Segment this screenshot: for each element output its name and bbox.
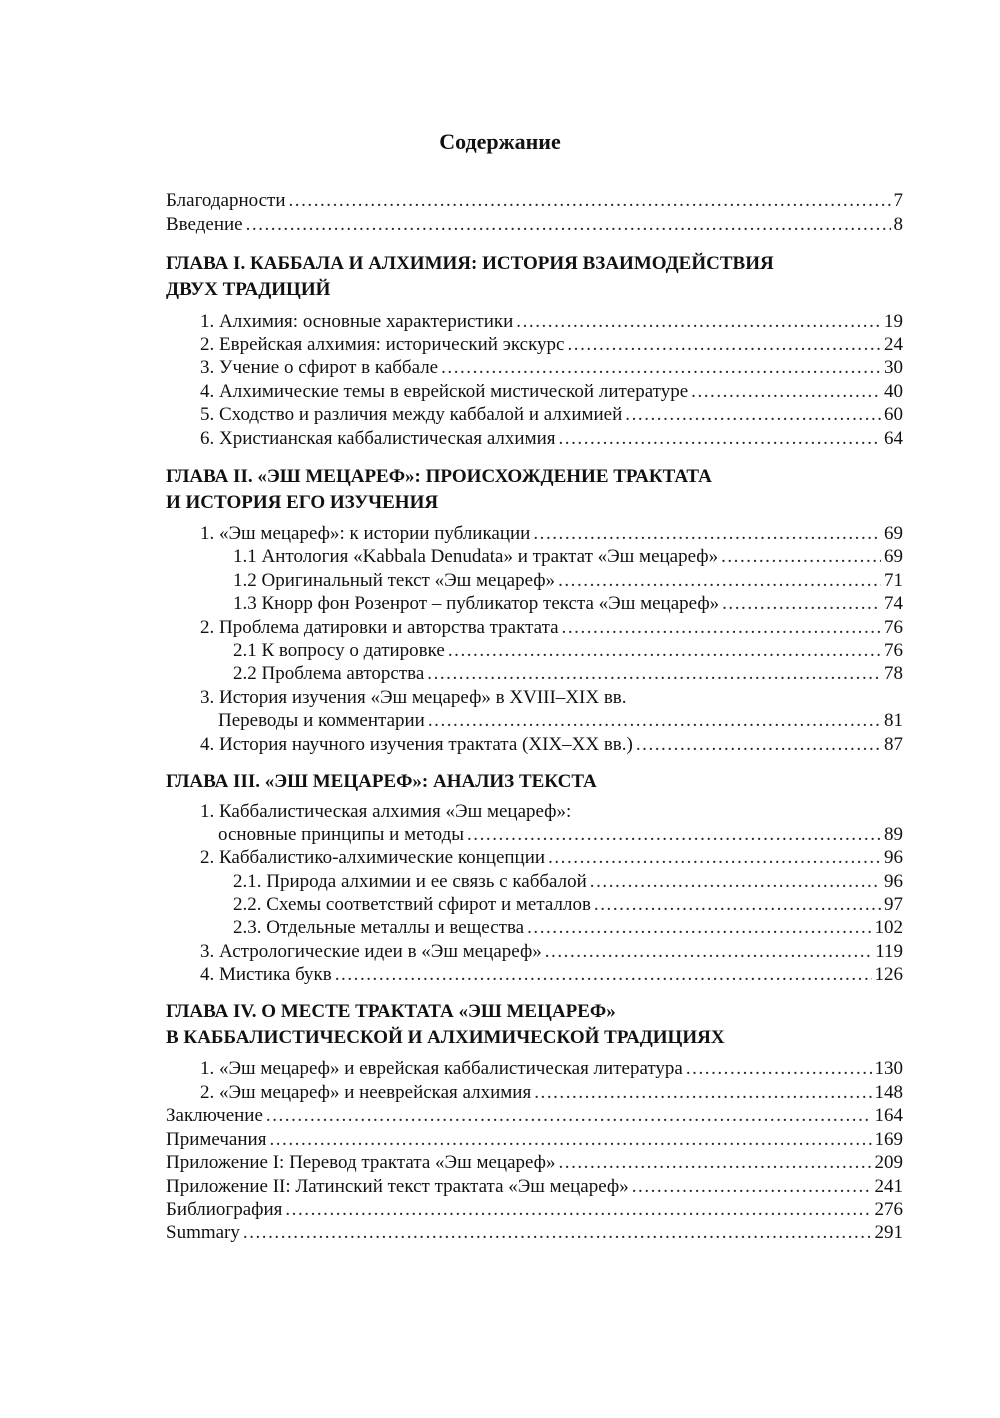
toc-entry[interactable] [200,1081,903,1105]
dot-leader [427,662,881,686]
dot-leader [243,1221,872,1245]
toc-page-number: 69 [884,546,903,567]
dot-leader [721,545,881,569]
toc-page-number: 81 [884,710,903,731]
toc-entry-title: 3. Учение о сфирот в каббале [200,357,439,378]
toc-entry[interactable] [200,310,903,334]
toc-page-number: 78 [884,663,903,684]
dot-leader [625,403,881,427]
toc-entry-title: Summary [166,1222,240,1243]
chapter-heading[interactable]: ГЛАВА I. КАББАЛА И АЛХИМИЯ: ИСТОРИЯ ВЗАИМОДЕЙСТВИЯ [166,253,774,274]
dot-leader [558,1151,871,1175]
dot-leader [266,1104,872,1128]
toc-entry[interactable] [233,592,903,616]
toc-page-number: 24 [884,334,903,355]
toc-entry-title: 2. Еврейская алхимия: исторический экскурс [200,334,565,355]
chapter-heading[interactable]: ДВУХ ТРАДИЦИЙ [166,279,331,300]
chapter-heading[interactable]: В КАББАЛИСТИЧЕСКОЙ И АЛХИМИЧЕСКОЙ ТРАДИЦИЯХ [166,1027,725,1048]
toc-entry[interactable] [166,1198,903,1222]
toc-page-number: 60 [884,404,903,425]
toc-entry[interactable] [233,569,903,593]
toc-entry[interactable] [166,1151,903,1175]
toc-entry-title: Благодарности [166,190,286,211]
chapter-heading[interactable]: ГЛАВА III. «ЭШ МЕЦАРЕФ»: АНАЛИЗ ТЕКСТА [166,771,597,792]
dot-leader [527,916,871,940]
chapter-heading[interactable]: И ИСТОРИЯ ЕГО ИЗУЧЕНИЯ [166,492,439,513]
toc-entry[interactable] [200,522,903,546]
page-title: Содержание [439,129,561,154]
toc-page-number: 30 [884,357,903,378]
dot-leader [545,940,872,964]
toc-entry[interactable] [200,333,903,357]
toc-entry[interactable] [200,427,903,451]
toc-page-number: 130 [874,1058,903,1079]
toc-entry-title: 5. Сходство и различия между каббалой и алхимией [200,404,623,425]
toc-entry-line[interactable]: 1. Каббалистическая алхимия «Эш мецареф»: [200,801,572,822]
toc-page-number: 87 [884,734,903,755]
toc-entry-title: Примечания [166,1129,267,1150]
toc-entry[interactable] [233,893,903,917]
toc-entry-title: 1. Алхимия: основные характеристики [200,311,514,332]
dot-leader [590,870,881,894]
toc-page-number: 64 [884,428,903,449]
toc-page-number: 291 [874,1222,903,1243]
chapter-heading[interactable]: ГЛАВА II. «ЭШ МЕЦАРЕФ»: ПРОИСХОЖДЕНИЕ ТРАКТАТА [166,466,712,487]
dot-leader [246,213,891,237]
toc-entry-title: Переводы и комментарии [218,710,425,731]
dot-leader [534,1081,871,1105]
toc-entry-title: Библиография [166,1199,283,1220]
toc-entry[interactable] [233,639,903,663]
toc-entry[interactable] [200,733,903,757]
toc-entry-title: 1. «Эш мецареф» и еврейская каббалистическая литература [200,1058,683,1079]
toc-entry[interactable] [166,1175,903,1199]
toc-entry[interactable] [233,916,903,940]
dot-leader [533,522,881,546]
dot-leader [632,1175,872,1199]
toc-entry-line[interactable]: 3. История изучения «Эш мецареф» в XVIII–XIX вв. [200,687,627,708]
toc-page-number: 126 [874,964,903,985]
toc-entry-title: Приложение II: Латинский текст трактата «Эш мецареф» [166,1176,629,1197]
dot-leader [335,963,872,987]
toc-entry-title: 2.3. Отдельные металлы и вещества [233,917,525,938]
toc-entry[interactable] [200,940,903,964]
dot-leader [448,639,881,663]
toc-entry[interactable] [166,1221,903,1245]
toc-entry[interactable] [200,616,903,640]
toc-page-number: 164 [874,1105,903,1126]
toc-entry[interactable] [166,1128,903,1152]
dot-leader [559,427,882,451]
toc-entry[interactable] [200,356,903,380]
dot-leader [441,356,881,380]
dot-leader [428,709,881,733]
toc-page-number: 169 [874,1129,903,1150]
toc-page-number: 97 [884,894,903,915]
toc-page-number: 119 [875,941,903,962]
toc-entry-title: 2.2. Схемы соответствий сфирот и металлов [233,894,591,915]
toc-entry-title: Приложение I: Перевод трактата «Эш мецареф» [166,1152,556,1173]
toc-page-number: 96 [884,847,903,868]
toc-entry-title: 1.3 Кнорр фон Розенрот – публикатор текста «Эш мецареф» [233,593,720,614]
toc-entry-title: 2.2 Проблема авторства [233,663,425,684]
toc-entry-title: 2. Каббалистико-алхимические концепции [200,847,546,868]
dot-leader [285,1198,871,1222]
toc-entry[interactable] [218,823,903,847]
dot-leader [594,893,881,917]
toc-entry-title: 4. Мистика букв [200,964,332,985]
toc-page-number: 89 [884,824,903,845]
dot-leader [467,823,881,847]
toc-entry-title: 2.1 К вопросу о датировке [233,640,445,661]
dot-leader [548,846,881,870]
toc-entry-title: Введение [166,214,243,235]
toc-page-number: 209 [874,1152,903,1173]
toc-entry-title: 2. Проблема датировки и авторства трактата [200,617,559,638]
toc-entry-title: 3. Астрологические идеи в «Эш мецареф» [200,941,542,962]
toc-page-number: 148 [874,1082,903,1103]
toc-entry-title: 2.1. Природа алхимии и ее связь с каббалой [233,871,587,892]
toc-entry[interactable] [166,1104,903,1128]
toc-page-number: 76 [884,640,903,661]
toc-page-number: 8 [893,214,903,235]
toc-entry[interactable] [233,870,903,894]
toc-page-number: 69 [884,523,903,544]
toc-entry-title: 2. «Эш мецареф» и нееврейская алхимия [200,1082,532,1103]
toc-entry-title: 1. «Эш мецареф»: к истории публикации [200,523,531,544]
toc-entry[interactable] [233,662,903,686]
toc-entry-title: 4. Алхимические темы в еврейской мистической литературе [200,381,689,402]
dot-leader [289,189,891,213]
toc-page-number: 102 [874,917,903,938]
toc-entry-title: 1.2 Оригинальный текст «Эш мецареф» [233,570,556,591]
dot-leader [269,1128,871,1152]
toc-page-number: 74 [884,593,903,614]
toc-entry[interactable] [200,403,903,427]
chapter-heading[interactable]: ГЛАВА IV. О МЕСТЕ ТРАКТАТА «ЭШ МЕЦАРЕФ» [166,1001,616,1022]
dot-leader [722,592,881,616]
dot-leader [636,733,881,757]
toc-entry[interactable] [200,963,903,987]
toc-entry[interactable] [200,380,903,404]
dot-leader [567,333,881,357]
dot-leader [516,310,881,334]
toc-page-number: 96 [884,871,903,892]
toc-page-number: 7 [893,190,903,211]
toc-page-number: 40 [884,381,903,402]
toc-page-number: 19 [884,311,903,332]
toc-entry-title: 6. Христианская каббалистическая алхимия [200,428,556,449]
toc-page-number: 71 [884,570,903,591]
dot-leader [562,616,881,640]
toc-page-number: 76 [884,617,903,638]
toc-entry-title: 1.1 Антология «Kabbala Denudata» и трактат «Эш мецареф» [233,546,719,567]
toc-entry[interactable] [200,846,903,870]
toc-entry-title: Заключение [166,1105,263,1126]
toc-entry[interactable] [233,545,903,569]
toc-page-number: 241 [874,1176,903,1197]
toc-entry-title: 4. История научного изучения трактата (XIX–XX вв.) [200,734,633,755]
dot-leader [558,569,881,593]
toc-page-number: 276 [874,1199,903,1220]
toc-entry[interactable] [218,709,903,733]
dot-leader [691,380,881,404]
toc-entry[interactable] [200,1057,903,1081]
toc-entry-title: основные принципы и методы [218,824,464,845]
toc-entry[interactable] [166,213,903,237]
toc-entry[interactable] [166,189,903,213]
dot-leader [686,1057,872,1081]
